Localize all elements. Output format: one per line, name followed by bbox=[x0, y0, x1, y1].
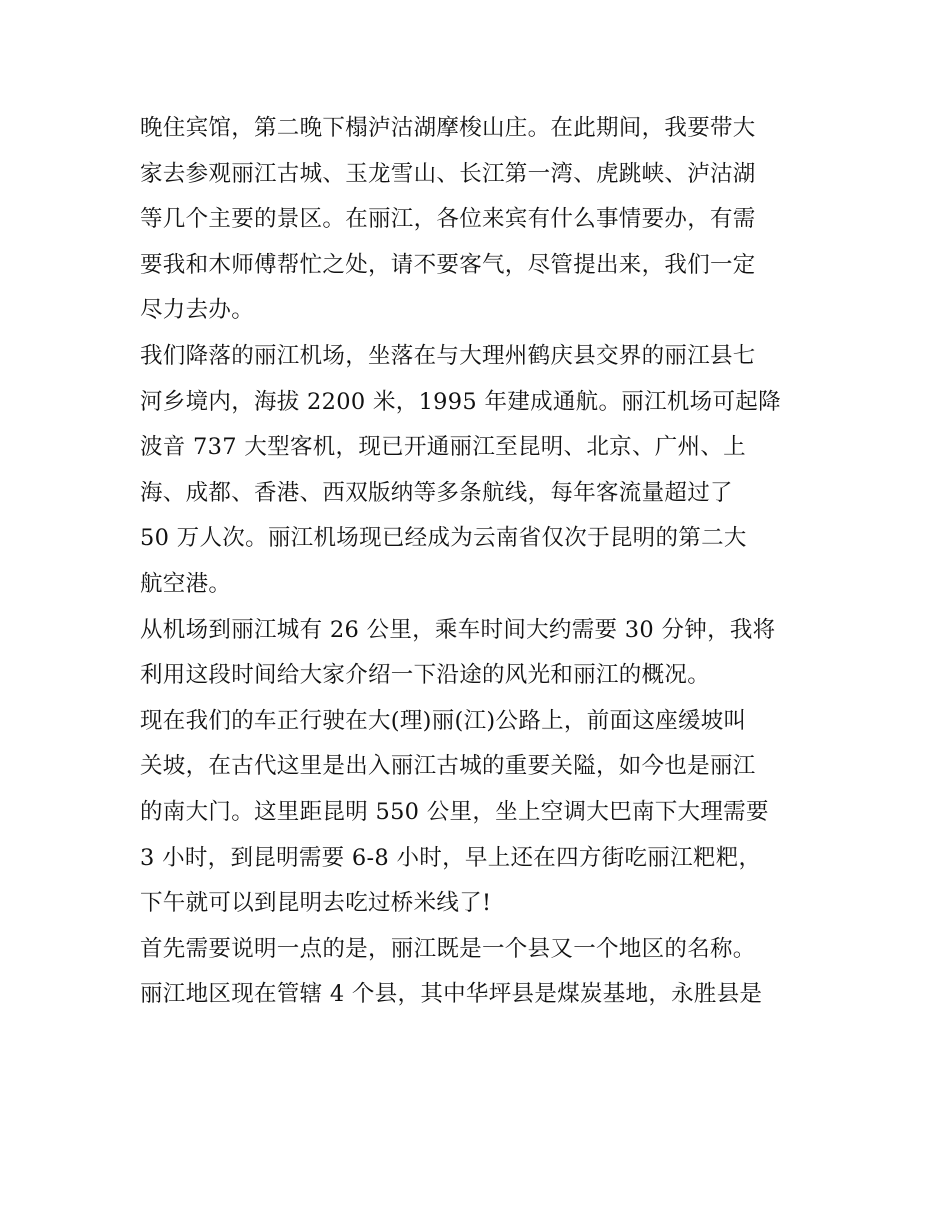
text-line: 航空港。 bbox=[140, 570, 232, 597]
text-line: 河乡境内，海拔 2200 米，1995 年建成通航。丽江机场可起降 bbox=[140, 388, 781, 415]
text-line: 我们降落的丽江机场，坐落在与大理州鹤庆县交界的丽江县七 bbox=[140, 342, 756, 369]
text-line: 关坡，在古代这里是出入丽江古城的重要关隘，如今也是丽江 bbox=[140, 753, 756, 780]
text-line: 尽力去办。 bbox=[140, 297, 255, 324]
text-line: 晚住宾馆，第二晚下榻泸沽湖摩梭山庄。在此期间，我要带大 bbox=[140, 115, 756, 141]
text-line: 现在我们的车正行驶在大(理)丽(江)公路上，前面这座缓坡叫 bbox=[140, 707, 747, 734]
text-line: 首先需要说明一点的是，丽江既是一个县又一个地区的名称。 bbox=[140, 935, 756, 962]
text-line: 下午就可以到昆明去吃过桥米线了! bbox=[140, 890, 492, 917]
text-line: 等几个主要的景区。在丽江，各位来宾有什么事情要办，有需 bbox=[140, 206, 756, 233]
text-line: 3 小时，到昆明需要 6-8 小时，早上还在四方街吃丽江粑粑， bbox=[140, 844, 762, 871]
text-line: 利用这段时间给大家介绍一下沿途的风光和丽江的概况。 bbox=[140, 662, 711, 689]
text-line: 海、成都、香港、西双版纳等多条航线，每年客流量超过了 bbox=[140, 479, 733, 506]
text-line: 波音 737 大型客机，现已开通丽江至昆明、北京、广州、上 bbox=[140, 434, 746, 461]
text-line: 50 万人次。丽江机场现已经成为云南省仅次于昆明的第二大 bbox=[140, 525, 747, 552]
text-line: 的南大门。这里距昆明 550 公里，坐上空调大巴南下大理需要 bbox=[140, 798, 769, 825]
text-line: 家去参观丽江古城、玉龙雪山、长江第一湾、虎跳峡、泸沽湖 bbox=[140, 160, 756, 187]
document-body bbox=[140, 106, 820, 1018]
text-line: 丽江地区现在管辖 4 个县，其中华坪县是煤炭基地，永胜县是 bbox=[140, 981, 763, 1008]
text-line: 要我和木师傅帮忙之处，请不要客气，尽管提出来，我们一定 bbox=[140, 251, 756, 278]
text-line: 从机场到丽江城有 26 公里，乘车时间大约需要 30 分钟，我将 bbox=[140, 616, 776, 643]
